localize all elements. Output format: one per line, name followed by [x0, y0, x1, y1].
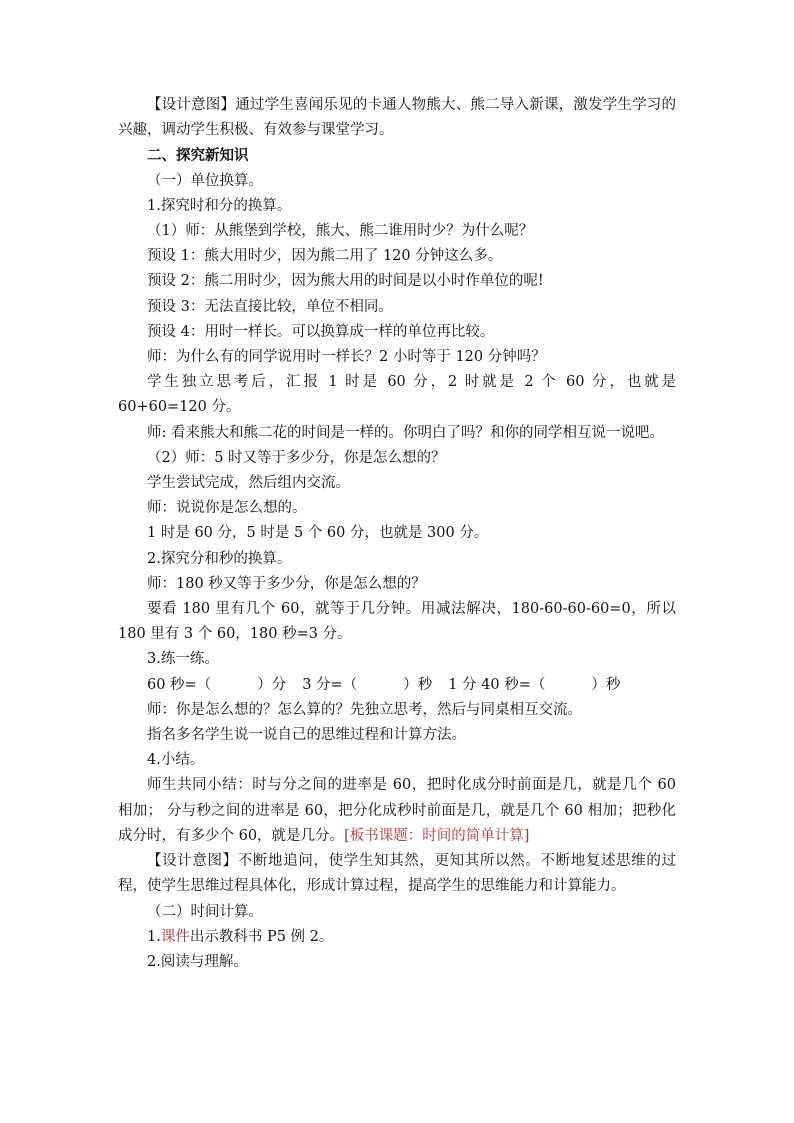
- design-intent-label-2: 【设计意图】: [147, 853, 238, 870]
- exercise-3-left: 1 分 40 秒=（: [448, 676, 546, 693]
- exercise-3-right: ）秒: [591, 676, 621, 693]
- subsection-heading-unit-conversion: （一）单位换算。: [147, 172, 263, 189]
- teacher-how: 师：你是怎么想的？怎么算的？先独立思考，然后与同桌相互交流。: [147, 701, 582, 718]
- subsection-heading-time-calc: （二）时间计算。: [147, 903, 263, 920]
- teacher-question-same-time: 师：为什么有的同学说用时一样长？2 小时等于 120 分钟吗？: [147, 349, 546, 366]
- item-heading-practice: 3.练一练。: [147, 651, 219, 668]
- exercise-2-right: ）秒: [403, 676, 433, 693]
- students-try: 学生尝试完成，然后组内交流。: [147, 475, 350, 492]
- question-1: （1）师：从熊堡到学校，熊大、熊二谁用时少？为什么呢？: [147, 223, 534, 240]
- item-heading-hour-minute: 1.探究时和分的换算。: [147, 197, 292, 214]
- preset-2: 预设 2：熊二用时少，因为熊大用的时间是以小时作单位的呢!: [147, 273, 544, 290]
- exercise-line: [118, 673, 676, 698]
- preset-1: 预设 1：熊大用时少，因为熊二用了 120 分钟这么多。: [147, 248, 503, 265]
- courseware-word: 课件: [160, 928, 190, 945]
- courseware-prefix: 1.: [147, 928, 161, 945]
- exercise-1-right: ）分: [257, 676, 287, 693]
- exercise-2-left: 3 分=（: [302, 676, 358, 693]
- design-intent-label: 【设计意图】: [147, 97, 236, 113]
- explain-180-seconds: 要看 180 里有几个 60，就等于几分钟。用减法解决，180-60-60-60=0，所以 180 里有 3 个 60，180 秒=3 分。: [118, 601, 676, 643]
- summary-paragraph: [118, 773, 676, 849]
- teacher-say: 师：说说你是怎么想的。: [147, 500, 307, 517]
- question-2: （2）师：5 时又等于多少分，你是怎么想的？: [147, 449, 446, 466]
- preset-3: 预设 3：无法直接比较，单位不相同。: [147, 298, 393, 315]
- courseware-item: [118, 925, 676, 950]
- call-students: 指名多名学生说一说自己的思维过程和计算方法。: [147, 727, 466, 744]
- teacher-180-seconds: 师：180 秒又等于多少分，你是怎么想的？: [147, 575, 426, 592]
- student-report: 学生独立思考后，汇报 1 时是 60 分，2 时就是 2 个 60 分，也就是 60+60=120 分。: [118, 374, 676, 416]
- design-intent-text: 通过学生喜闻乐见的卡通人物熊大、熊二导入新课，激发学生学习的兴趣，调动学生积极、有效参与课堂学习。: [118, 97, 677, 139]
- teacher-comment: 师: 看来熊大和熊二花的时间是一样的。你明白了吗？和你的同学相互说一说吧。: [147, 424, 664, 441]
- summary-board-note: [板书课题：时间的简单计算]: [344, 827, 530, 844]
- section-heading-explore: 二、探究新知识: [147, 147, 249, 165]
- item-heading-summary: 4.小结。: [147, 752, 205, 769]
- answer-5-hours: 1 时是 60 分，5 时是 5 个 60 分，也就是 300 分。: [147, 525, 489, 542]
- document-body: [118, 93, 676, 975]
- reading-item: 2.阅读与理解。: [147, 953, 248, 970]
- design-intent-paragraph-2: [118, 849, 676, 899]
- exercise-1-left: 60 秒=（: [147, 676, 212, 693]
- summary-text: 师生共同小结：时与分之间的进率是 60，把时化成分时前面是几，就是几个 60 相加； 分与秒之间的进率是 60，把分化成秒时前面是几，就是几个 60 相加；把秒化成分时，有多少个 60，就是几分。: [118, 777, 676, 844]
- courseware-rest: 出示教科书 P5 例 2。: [189, 928, 334, 945]
- item-heading-minute-second: 2.探究分和秒的换算。: [147, 550, 292, 567]
- preset-4: 预设 4：用时一样长。可以换算成一样的单位再比较。: [147, 323, 495, 340]
- design-intent-paragraph-1: [118, 93, 676, 143]
- design-intent-text-2: 不断地追问，使学生知其然，更知其所以然。不断地复述思维的过程，使学生思维过程具体化，形成计算过程，提高学生的思维能力和计算能力。: [118, 853, 677, 895]
